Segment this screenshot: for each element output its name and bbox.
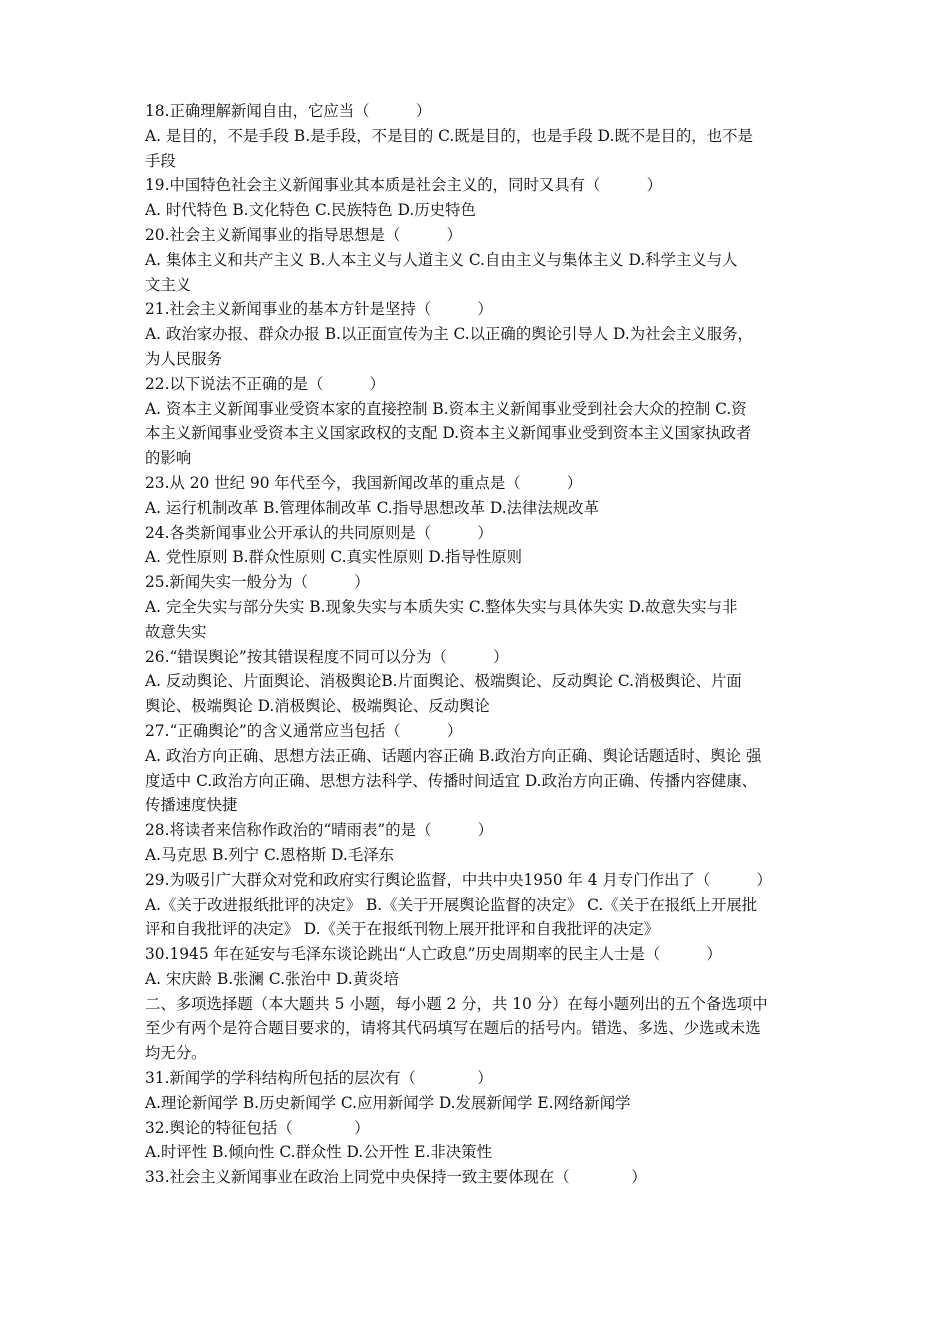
text-line: A. 是目的，不是手段 B.是手段，不是目的 C.既是目的，也是手段 D.既不是目的，也不是 [145, 126, 753, 145]
text-line: 至少有两个是符合题目要求的，请将其代码填写在题后的括号内。错选、多选、少选或未选 [145, 1019, 761, 1038]
text-line: A. 政治方向正确、思想方法正确、话题内容正确 B.政治方向正确、舆论话题适时、舆论 强 [145, 746, 762, 765]
text-line: A. 集体主义和共产主义 B.人本主义与人道主义 C.自由主义与集体主义 D.科学主义与人 [145, 250, 738, 269]
text-line: A. 运行机制改革 B.管理体制改革 C.指导思想改革 D.法律法规改革 [145, 498, 599, 517]
text-line: 28.将读者来信称作政治的“晴雨表”的是（ ） [145, 821, 494, 840]
text-line: 27.“正确舆论”的含义通常应当包括（ ） [145, 721, 463, 740]
text-line: 25.新闻失实一般分为（ ） [145, 573, 370, 592]
text-line: 32.舆论的特征包括（ ） [145, 1118, 370, 1137]
text-line: 均无分。 [145, 1044, 207, 1063]
text-line: 的影响 [145, 449, 192, 468]
text-line: 33.社会主义新闻事业在政治上同党中央保持一致主要体现在（ ） [145, 1168, 647, 1187]
text-line: 评和自我批评的决定》 D.《关于在报纸刊物上展开批评和自我批评的决定》 [145, 920, 660, 939]
text-line: A.马克思 B.列宁 C.恩格斯 D.毛泽东 [145, 845, 394, 864]
text-line: 为人民服务 [145, 349, 222, 368]
text-line: A. 政治家办报、群众办报 B.以正面宣传为主 C.以正确的舆论引导人 D.为社会主义服务， [145, 325, 753, 344]
text-line: 31.新闻学的学科结构所包括的层次有（ ） [145, 1069, 493, 1088]
text-line: 23.从 20 世纪 90 年代至今，我国新闻改革的重点是（ ） [145, 473, 583, 492]
text-line: A. 党性原则 B.群众性原则 C.真实性原则 D.指导性原则 [145, 548, 523, 567]
text-line: 22.以下说法不正确的是（ ） [145, 374, 385, 393]
document-body [145, 99, 810, 1190]
text-line: 度适中 C.政治方向正确、思想方法科学、传播时间适宜 D.政治方向正确、传播内容健康、 [145, 771, 758, 790]
text-line: 文主义 [145, 275, 192, 294]
text-line: 21.社会主义新闻事业的基本方针是坚持（ ） [145, 300, 493, 319]
text-line: 26.“错误舆论”按其错误程度不同可以分为（ ） [145, 647, 509, 666]
text-line: 舆论、极端舆论 D.消极舆论、极端舆论、反动舆论 [145, 697, 490, 716]
text-line: 30.1945 年在延安与毛泽东谈论跳出“人亡政息”历史周期率的民主人士是（ ） [145, 945, 722, 964]
text-line: 手段 [145, 151, 176, 170]
text-line: 本主义新闻事业受资本主义国家政权的支配 D.资本主义新闻事业受到资本主义国家执政者 [145, 424, 752, 443]
text-line: 29.为吸引广大群众对党和政府实行舆论监督，中共中央1950 年 4 月专门作出了（ ） [145, 870, 772, 889]
text-line: 24.各类新闻事业公开承认的共同原则是（ ） [145, 523, 493, 542]
text-line: 二、多项选择题（本大题共 5 小题，每小题 2 分，共 10 分）在每小题列出的五个备选项中 [145, 994, 768, 1013]
text-line: A.《关于改进报纸批评的决定》 B.《关于开展舆论监督的决定》 C.《关于在报纸上开展批 [145, 895, 758, 914]
text-line: 传播速度快捷 [145, 796, 238, 815]
text-line: A. 时代特色 B.文化特色 C.民族特色 D.历史特色 [145, 201, 476, 220]
text-line: 20.社会主义新闻事业的指导思想是（ ） [145, 225, 462, 244]
text-line: 18.正确理解新闻自由，它应当（ ） [145, 102, 432, 120]
text-line: A.时评性 B.倾向性 C.群众性 D.公开性 E.非决策性 [145, 1143, 492, 1162]
text-line: A. 宋庆龄 B.张澜 C.张治中 D.黄炎培 [145, 969, 399, 988]
text-line: A. 反动舆论、片面舆论、消极舆论B.片面舆论、极端舆论、反动舆论 C.消极舆论、片面 [145, 672, 742, 691]
text-line: A.理论新闻学 B.历史新闻学 C.应用新闻学 D.发展新闻学 E.网络新闻学 [145, 1093, 631, 1112]
text-line: 19.中国特色社会主义新闻事业其本质是社会主义的，同时又具有（ ） [145, 176, 662, 195]
text-line: A. 完全失实与部分失实 B.现象失实与本质失实 C.整体失实与具体失实 D.故意失实与非 [145, 597, 738, 616]
text-line: A. 资本主义新闻事业受资本家的直接控制 B.资本主义新闻事业受到社会大众的控制 C.资 [145, 399, 747, 418]
text-line: 故意失实 [145, 622, 207, 641]
